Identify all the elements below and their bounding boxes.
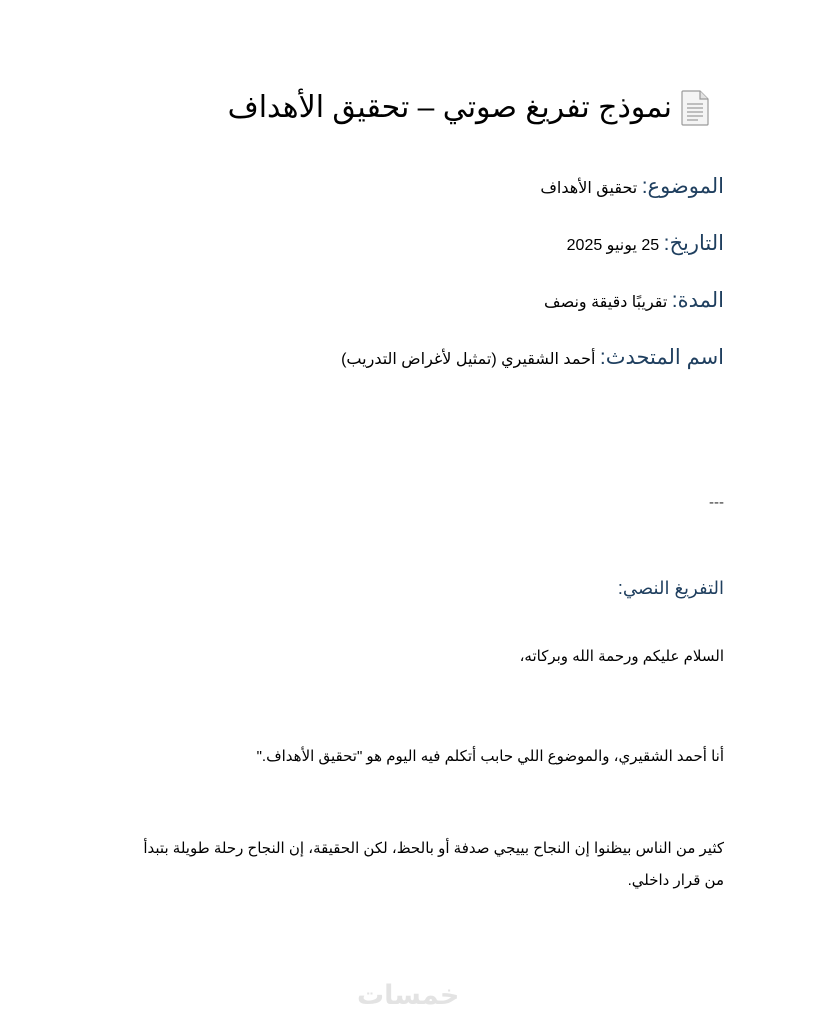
transcript-heading: التفريغ النصي: bbox=[617, 578, 724, 598]
meta-duration bbox=[544, 286, 724, 318]
meta-date bbox=[567, 229, 724, 261]
watermark-logo: خمسات bbox=[357, 980, 460, 1010]
meta-speaker-label: اسم المتحدث: bbox=[599, 346, 724, 369]
meta-date-value: 25 يونيو 2025 bbox=[566, 237, 660, 254]
meta-date-label: التاريخ: bbox=[663, 232, 724, 255]
document-title: نموذج تفريغ صوتي – تحقيق الأهداف bbox=[227, 91, 672, 124]
meta-speaker bbox=[341, 343, 724, 375]
meta-duration-label: المدة: bbox=[671, 289, 724, 312]
section-divider: --- bbox=[709, 494, 724, 511]
document-icon bbox=[680, 90, 710, 126]
meta-duration-value: تقريبًا دقيقة ونصف bbox=[544, 294, 668, 311]
meta-topic-value: تحقيق الأهداف bbox=[540, 180, 638, 197]
meta-topic bbox=[540, 172, 724, 204]
meta-topic-label: الموضوع: bbox=[641, 175, 724, 198]
transcript-paragraph: السلام عليكم ورحمة الله وبركاته، bbox=[519, 648, 724, 665]
title-row bbox=[228, 88, 710, 128]
transcript-paragraph: أنا أحمد الشقيري، والموضوع اللي حابب أتكلم فيه اليوم هو "تحقيق الأهداف." bbox=[256, 748, 724, 765]
meta-speaker-value: أحمد الشقيري (تمثيل لأغراض التدريب) bbox=[341, 351, 596, 368]
transcript-paragraph: كثير من الناس بيظنوا إن النجاح بييجي صدفة أو بالحظ، لكن الحقيقة، إن النجاح رحلة طويلة بتبدأ من قرار داخلي. bbox=[143, 840, 724, 889]
